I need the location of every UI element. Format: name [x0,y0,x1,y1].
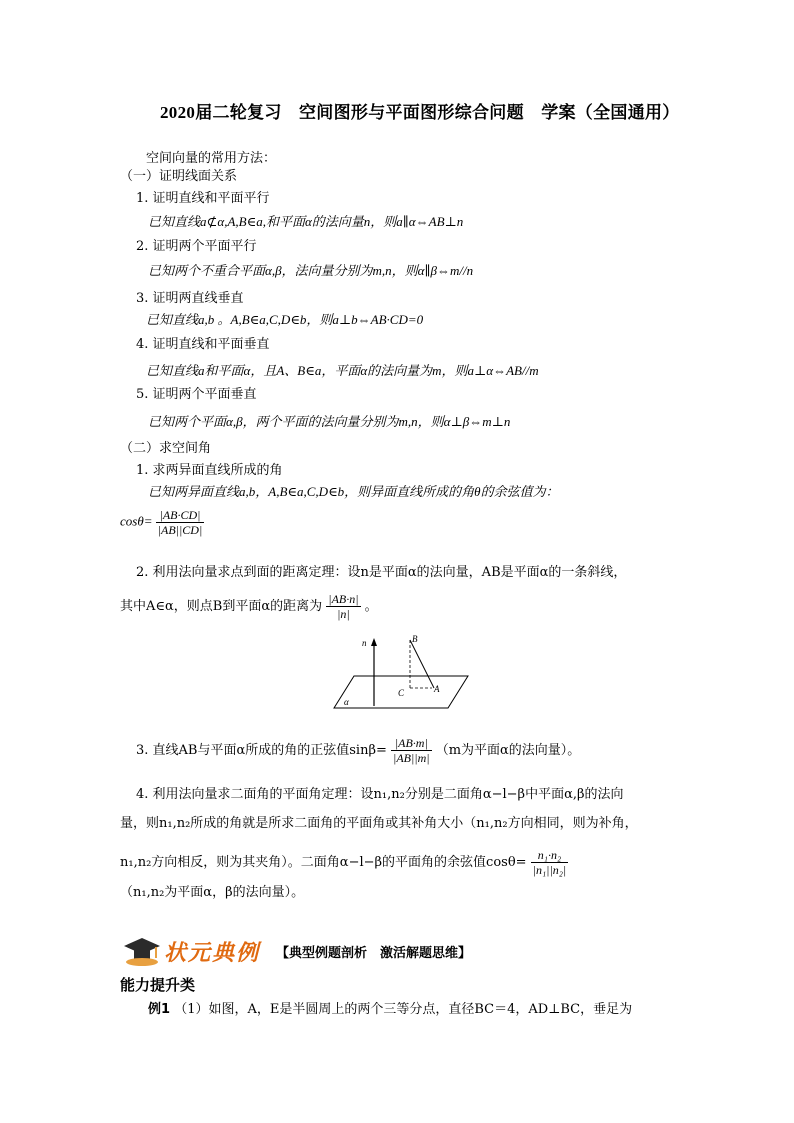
item-body: 已知直线a,b 。A,B∈a,C,D∈b，则a⊥b⇔AB·CD=0 [146,312,424,327]
fraction [391,736,432,765]
fraction-numerator: n₁·n₂ [531,848,569,863]
fraction-denominator: |AB||m| [393,751,430,765]
example-label: 例1 [148,1002,171,1017]
part1-heading: （一）证明线面关系 [120,169,238,184]
section-banner [120,932,680,968]
banner-title: 状元典例 [164,941,261,966]
intro-text: 空间向量的常用方法： [146,151,277,166]
label-a: A [434,684,440,694]
example-line [148,1000,632,1020]
item4-line3 [120,848,568,877]
fraction-denominator: |n| [337,607,350,621]
item4-line1: 4. 利用法向量求二面角的平面角定理：设n₁,n₂分别是二面角α−l−β中平面α,β的法向 [136,787,624,802]
item3-text-end: （m为平面α的法向量）。 [435,743,581,758]
slant-line-ab [410,640,434,688]
arrow-head-icon [371,638,377,646]
item-body: 已知两个不重合平面α,β，法向量分别为m,n，则α∥β⇔m//n [148,263,474,278]
fraction [156,508,205,537]
item-heading: 3. 证明两直线垂直 [136,291,244,306]
item2-line2 [120,592,378,621]
item3-text: 3. 直线AB与平面α所成的角的正弦值sinβ= [136,743,387,758]
item-heading: 5. 证明两个平面垂直 [136,387,257,402]
item-heading: 1. 证明直线和平面平行 [136,191,270,206]
fraction-denominator: |n₁||n₂| [532,863,567,877]
label-c: C [398,688,405,698]
item4-text: n₁,n₂方向相反，则为其夹角）。二面角α−l−β的平面角的余弦值cosθ= [120,855,527,870]
item4-line2: 量，则n₁,n₂所成的角就是所求二面角的平面角或其补角大小（n₁,n₂方向相同，则为补角， [120,816,638,831]
formula-lhs: cosθ= [120,513,153,529]
item4-line4: （n₁,n₂为平面α，β的法向量）。 [120,885,305,900]
banner-subtitle: 【典型例题剖析 激活解题思维】 [276,946,472,961]
label-b: B [412,634,418,644]
cosine-formula [120,508,204,537]
item-heading: 2. 证明两个平面平行 [136,239,257,254]
fraction-numerator: |AB·m| [391,736,432,751]
item2-text-end: 。 [364,599,378,614]
fraction [531,848,569,877]
item-body: 已知直线a⊄α,A,B∈a,和平面α的法向量n，则a∥α⇔AB⊥n [148,214,464,229]
part2-heading: （二）求空间角 [120,441,212,456]
item-body: 已知两个平面α,β，两个平面的法向量分别为m,n，则α⊥β⇔m⊥n [148,414,511,429]
fraction-denominator: |AB||CD| [157,523,203,537]
label-alpha: α [344,697,349,707]
label-n: n [362,638,367,648]
fraction-numerator: |AB·CD| [156,508,205,523]
fraction [326,592,360,621]
item-body: 已知直线a和平面α，且A、B∈a，平面α的法向量为m，则a⊥α⇔AB//m [146,363,539,378]
page-title: 2020届二轮复习 空间图形与平面图形综合问题 学案（全国通用） [160,103,680,122]
plane-normal-diagram [332,632,472,712]
graduation-cap-icon [120,932,162,968]
item2-line1: 2. 利用法向量求点到面的距离定理：设n是平面α的法向量，AB是平面α的一条斜线， [136,565,627,580]
item-body: 已知两异面直线a,b，A,B∈a,C,D∈b，则异面直线所成的角θ的余弦值为： [148,484,559,499]
example-text: （1）如图，A，E是半圆周上的两个三等分点，直径BC＝4，AD⊥BC，垂足为 [174,1002,633,1017]
fraction-numerator: |AB·n| [328,592,359,606]
item2-text: 其中A∈α，则点B到平面α的距离为 [120,599,323,614]
item-heading: 1. 求两异面直线所成的角 [136,463,283,478]
section-heading: 能力提升类 [120,976,196,994]
item-heading: 4. 证明直线和平面垂直 [136,337,270,352]
item3-line [136,736,580,765]
